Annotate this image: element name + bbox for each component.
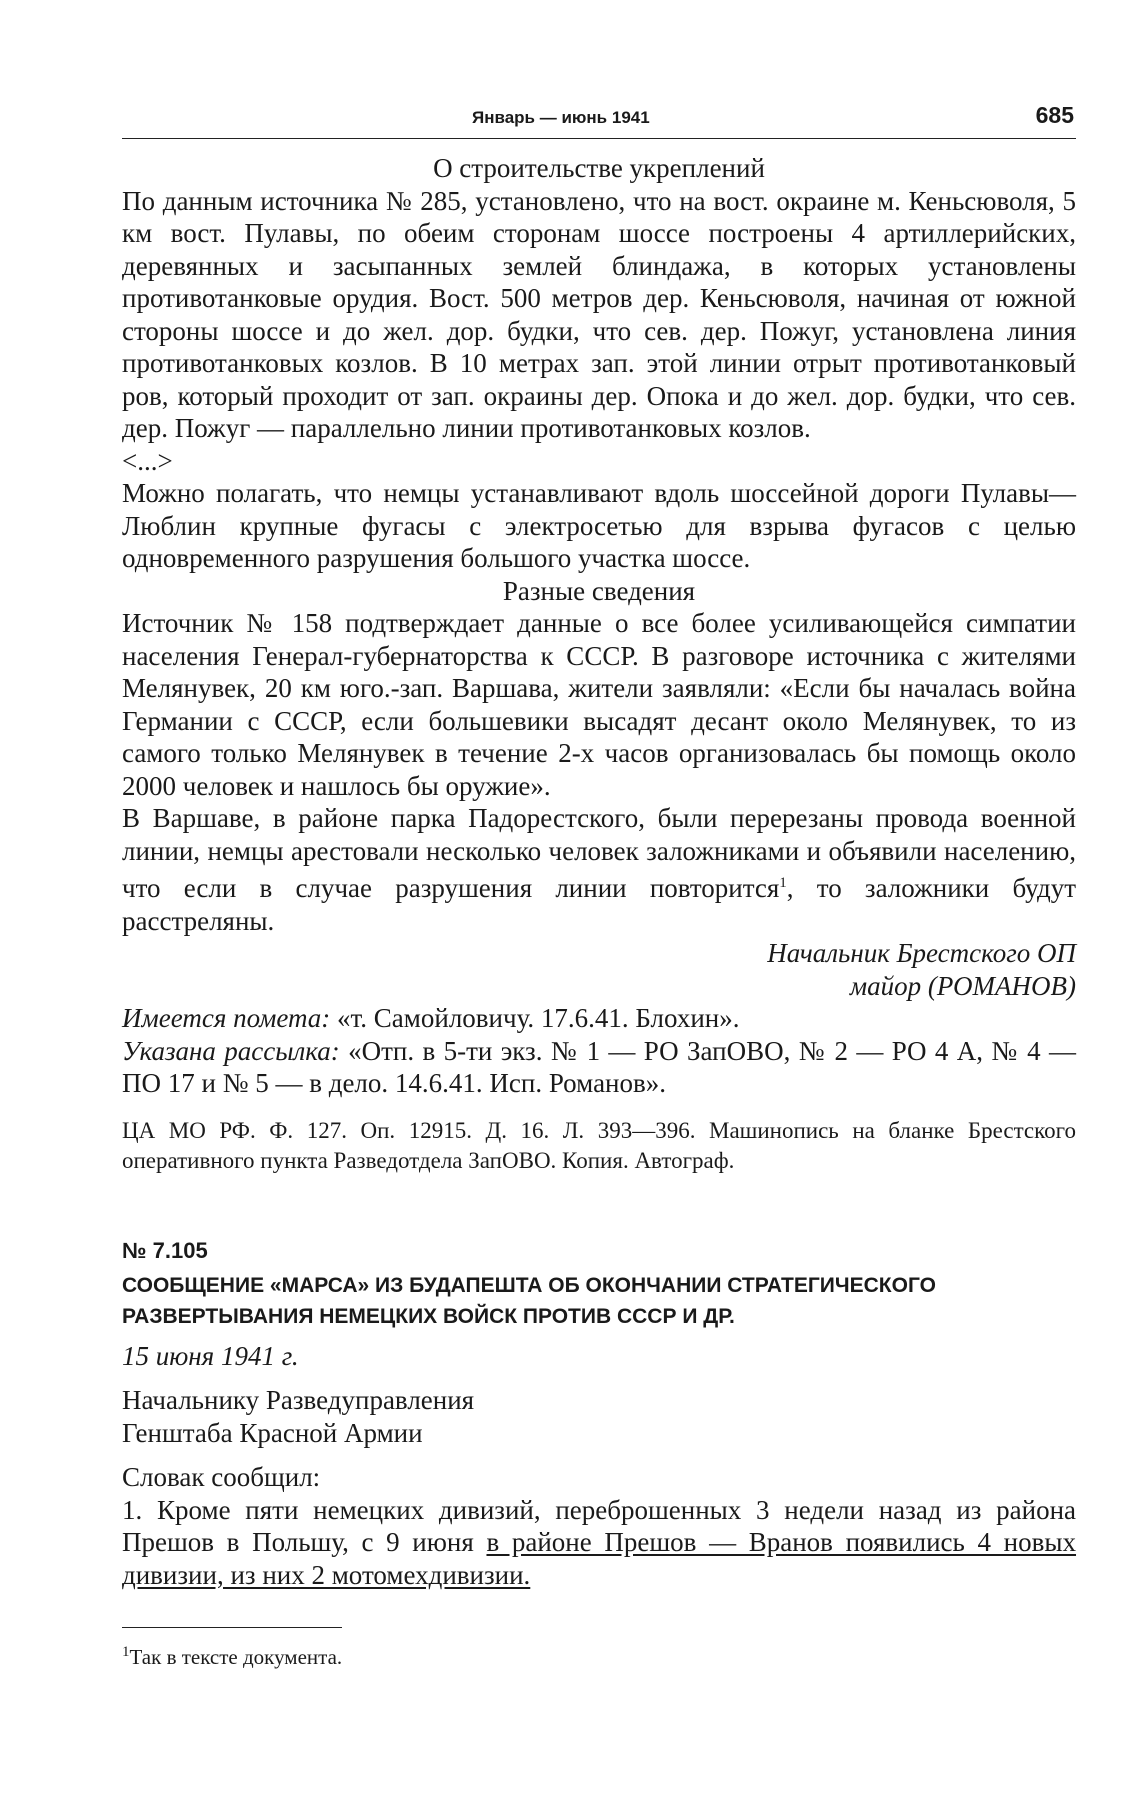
footnote-reference: 1 (779, 875, 787, 891)
addressee-line: Генштаба Красной Армии (122, 1417, 423, 1448)
paragraph: Можно полагать, что немцы устанавливают вдоль шоссейной дороги Пулавы—Люблин крупные фугасы с электросетью для взрыва фугасов с целью одновременного разрушения большого участка шоссе. (122, 478, 1076, 573)
paragraph: По данным источника № 285, установлено, что на вост. окраине м. Кеньсюволя, 5 км вост. Пулавы, по обеим сторонам шоссе построены 4 артиллерийских, деревянных и засыпанных землей блиндажа, в которых установлены противотанковые орудия. Вост. 500 метров дер. Кеньсюволя, начиная от южной стороны шоссе и до жел. дор. будки, что сев. дер. Пожуг, установлена линия противотанковых козлов. В 10 метрах зап. этой линии отрыт противотанковый ров, который проходит от зап. окраины дер. Опока и до жел. дор. будки, что сев. дер. Пожуг — параллельно линии противотанковых козлов. (122, 185, 1076, 443)
running-title: Январь — июнь 1941 (472, 108, 650, 127)
distribution-text: «Отп. в 5-ти экз. № 1 — РО ЗапОВО, № 2 — РО 4 А, № 4 — ПО 17 и № 5 — в дело. 14.6.41. Исп. Романов». (122, 1035, 1077, 1098)
document-title-line: РАЗВЕРТЫВАНИЯ НЕМЕЦКИХ ВОЙСК ПРОТИВ СССР И ДР. (122, 1304, 735, 1328)
paragraph-text: В Варшаве, в районе парка Падорестского, были перерезаны провода военной линии, немцы арестовали несколько человек заложниками и объявили населению, что если в случае разрушения линии повторится (122, 803, 1076, 903)
addressee-line: Начальнику Разведуправления (122, 1385, 475, 1415)
footnote-mark: 1 (122, 1644, 130, 1660)
archive-source: ЦА МО РФ. Ф. 127. Оп. 12915. Д. 16. Л. 393—396. Машинопись на бланке Брестского оперативного пункта Разведотдела ЗапОВО. Копия. Автограф. (122, 1117, 1076, 1173)
document-number: № 7.105 (122, 1237, 208, 1263)
signature-name: майор (РОМАНОВ) (849, 970, 1076, 1001)
annotation-distribution (122, 1035, 1076, 1100)
report-intro: Словак сообщил: (122, 1462, 321, 1492)
section-heading-misc: Разные сведения (502, 575, 696, 606)
paragraph (122, 802, 1076, 937)
annotation-mark (122, 1002, 1076, 1035)
footnote (122, 1636, 1076, 1674)
document-title (122, 1270, 1076, 1332)
report-item-underlined: в районе Прешов — Вранов появились 4 новых дивизии, из них 2 мотомехдивизии. (122, 1527, 1077, 1590)
running-header (122, 98, 1076, 139)
annotation-label: Имеется помета: (122, 1003, 331, 1033)
document-date: 15 июня 1941 г. (122, 1340, 299, 1371)
distribution-label: Указана рассылка: (122, 1035, 340, 1066)
report-item-text: 1. Кроме пяти немецких дивизий, переброшенных 3 недели назад из района Прешов в Польшу, с 9 июня (122, 1494, 1076, 1557)
document-title-line: СООБЩЕНИЕ «МАРСА» ИЗ БУДАПЕШТА ОБ ОКОНЧАНИИ СТРАТЕГИЧЕСКОГО (122, 1273, 936, 1297)
footnote-text: Так в тексте документа. (129, 1645, 343, 1669)
report-item-1 (122, 1494, 1076, 1592)
paragraph-text: , то заложники будут расстреляны. (122, 873, 1076, 936)
ellipsis: <...> (122, 445, 173, 476)
paragraph: Источник № 158 подтверждает данные о все более усиливающейся симпатии населения Генерал-губернаторства к СССР. В разговоре источника с жителями Мелянувек, 20 км юго.-зап. Варшава, жители заявляли: «Если бы началась война Германии с СССР, если большевики высадят десант около Мелянувек, то из самого только Мелянувек в течение 2-х часов организовалась бы помощь около 2000 человек и нашлось бы оружие». (122, 608, 1076, 801)
signature-title: Начальник Брестского ОП (767, 938, 1076, 968)
annotation-text: «т. Самойловичу. 17.6.41. Блохин». (337, 1003, 740, 1033)
page-number: 685 (1035, 102, 1074, 128)
page-body (122, 152, 1076, 1674)
footnote-divider (122, 1627, 342, 1628)
section-heading-fortifications: О строительстве укреплений (433, 153, 765, 183)
